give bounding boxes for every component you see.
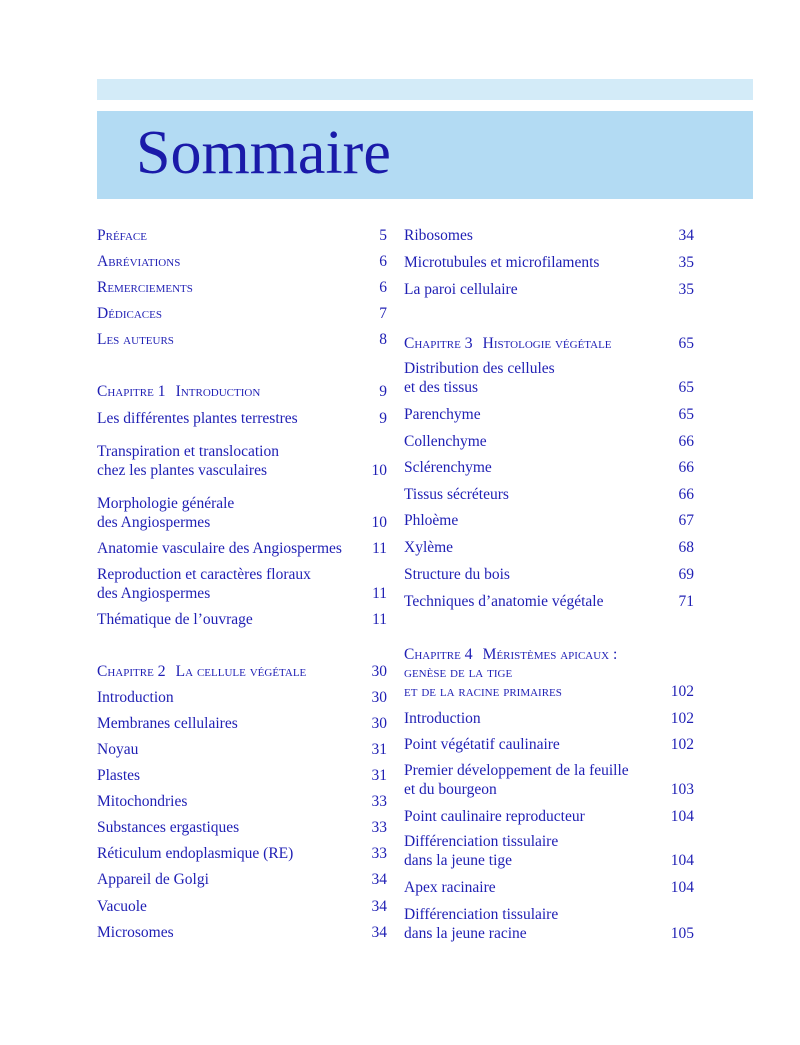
toc-entry[interactable] [97,689,387,708]
toc-entry[interactable] [404,833,694,870]
toc-entry[interactable] [97,410,387,429]
toc-page-number: 33 [371,844,387,862]
toc-page-number: 102 [670,682,694,700]
toc-entry-label: Reproduction et caractères floraux des Angiospermes [97,566,311,602]
toc-entry[interactable] [404,360,694,397]
toc-page-number: 35 [678,280,694,298]
toc-entry-label [97,383,387,402]
toc-entry-label: Structure du bois [404,565,510,583]
toc-entry-label: Les différentes plantes terrestres [97,409,298,427]
page-title: Sommaire [136,119,391,187]
toc-page-number: 6 [379,278,387,296]
chapter-title: Introduction [175,382,261,400]
toc-page-number: 66 [678,458,694,476]
toc-entry-label: Dédicaces [97,304,162,322]
toc-entry-label: Substances ergastiques [97,818,240,836]
toc-page-number: 104 [670,851,694,869]
toc-page-number: 11 [372,584,387,602]
toc-page-number: 11 [372,610,387,628]
toc-page-number: 10 [371,461,387,479]
toc-entry-label: Thématique de l’ouvrage [97,610,253,628]
toc-entry-label: Microsomes [97,923,174,941]
toc-entry-label: Parenchyme [404,405,481,423]
chapter-number: 1 [157,382,166,400]
toc-page-number: 102 [670,709,694,727]
toc-entry[interactable] [97,898,387,917]
toc-entry-label: Xylème [404,538,454,556]
toc-entry[interactable] [97,443,387,480]
toc-entry[interactable] [404,486,694,505]
chapter-title: Histologie végétale [482,334,612,352]
toc-entry[interactable] [97,845,387,864]
toc-page-number: 30 [371,688,387,706]
chapter-word: Chapitre [97,662,158,680]
toc-entry-label: Tissus sécréteurs [404,485,509,503]
toc-page-number: 66 [678,485,694,503]
toc-entry-label: Sclérenchyme [404,458,492,476]
toc-entry[interactable] [404,808,694,827]
toc-entry[interactable] [97,540,387,559]
toc-page-number: 34 [371,923,387,941]
toc-page-number: 66 [678,432,694,450]
toc-page-number: 68 [678,538,694,556]
chapter-word: Chapitre [97,382,158,400]
toc-page-number: 30 [371,714,387,732]
toc-entry-label: Phloème [404,511,459,529]
toc-entry-label: Plastes [97,766,141,784]
chapter-title: La cellule végétale [175,662,307,680]
toc-entry-label: Appareil de Golgi [97,870,209,888]
toc-page-number: 104 [670,807,694,825]
toc-entry-label: Distribution des cellules et des tissus [404,360,555,396]
toc-page-number: 33 [371,818,387,836]
toc-entry[interactable] [404,539,694,558]
toc-entry-label: Microtubules et microfilaments [404,253,600,271]
toc-entry-label: Transpiration et translocation chez les plantes vasculaires [97,443,279,479]
toc-entry-label: Ribosomes [404,226,473,244]
toc-page-number: 33 [371,792,387,810]
toc-entry-label: Techniques d’anatomie végétale [404,592,604,610]
toc-entry[interactable] [404,879,694,898]
toc-entry[interactable] [404,566,694,585]
toc-entry[interactable] [404,406,694,425]
toc-page-number: 65 [678,405,694,423]
toc-entry[interactable] [97,871,387,890]
toc-entry-label: Membranes cellulaires [97,714,238,732]
toc-page-number: 104 [670,878,694,896]
chapter-word: Chapitre [404,645,465,663]
chapter-title: Méristèmes apicaux : genèse de la tige et de la racine primaires [404,645,618,700]
toc-entry-label: Apex racinaire [404,878,496,896]
toc-entry-label [97,663,387,682]
toc-entry[interactable] [404,736,694,755]
toc-entry[interactable] [404,762,694,799]
toc-page-number: 11 [372,539,387,557]
toc-entry-label: Abréviations [97,252,181,270]
toc-chapter-heading[interactable] [404,335,694,354]
toc-page-number: 30 [371,662,387,680]
toc-entry[interactable] [97,741,387,760]
chapter-number: 3 [464,334,473,352]
toc-entry[interactable] [97,924,387,943]
toc-entry[interactable] [97,715,387,734]
toc-entry-label: Premier développement de la feuille et du bourgeon [404,762,629,798]
toc-entry[interactable] [404,710,694,729]
toc-page-number: 31 [371,766,387,784]
toc-page-number: 9 [379,382,387,400]
toc-entry[interactable] [97,305,387,324]
toc-page-number: 65 [678,378,694,396]
toc-page-number: 67 [678,511,694,529]
toc-entry-label: Collenchyme [404,432,487,450]
chapter-number: 4 [464,645,473,663]
toc-entry-label: Mitochondries [97,792,188,810]
toc-page-number: 5 [379,226,387,244]
toc-entry-label [404,335,694,354]
toc-entry-label: La paroi cellulaire [404,280,518,298]
toc-entry-label: Réticulum endoplasmique (RE) [97,844,294,862]
toc-page-number: 65 [678,334,694,352]
toc-entry-label: Morphologie générale des Angiospermes [97,495,235,531]
toc-page-number: 69 [678,565,694,583]
toc-entry-label: Remerciements [97,278,193,296]
toc-entry-label: Vacuole [97,897,147,915]
toc-entry[interactable] [404,433,694,452]
toc-entry[interactable] [404,281,694,300]
toc-page-number: 105 [670,924,694,942]
toc-chapter-heading[interactable] [97,663,387,682]
toc-entry-label: Introduction [404,709,481,727]
toc-entry[interactable] [97,227,387,246]
toc-entry-label: Noyau [97,740,139,758]
toc-entry[interactable] [404,254,694,273]
toc-chapter-heading[interactable] [97,383,387,402]
toc-entry[interactable] [97,819,387,838]
toc-page-number: 102 [670,735,694,753]
toc-page-number: 7 [379,304,387,322]
toc-entry-label: Préface [97,226,147,244]
toc-entry[interactable] [404,512,694,531]
toc-page-number: 10 [371,513,387,531]
chapter-number: 2 [157,662,166,680]
toc-page-number: 34 [371,897,387,915]
toc-page-number: 34 [678,226,694,244]
toc-entry[interactable] [404,459,694,478]
toc-entry-label: Introduction [97,688,174,706]
toc-entry-label: Les auteurs [97,330,174,348]
toc-page-number: 35 [678,253,694,271]
toc-entry-label: Différenciation tissulaire dans la jeune racine [404,906,559,942]
toc-entry[interactable] [97,566,387,603]
header-band-top [97,79,753,100]
toc-entry[interactable] [97,495,387,532]
toc-entry-label: Différenciation tissulaire dans la jeune tige [404,833,559,869]
toc-entry[interactable] [97,793,387,812]
toc-entry[interactable] [404,906,694,943]
toc-page-number: 6 [379,252,387,270]
toc-entry[interactable] [97,253,387,272]
toc-entry[interactable] [97,279,387,298]
chapter-word: Chapitre [404,334,465,352]
toc-page-number: 103 [670,780,694,798]
toc-entry[interactable] [97,611,387,630]
toc-page-number: 71 [678,592,694,610]
toc-entry[interactable] [97,331,387,350]
toc-entry-label: Anatomie vasculaire des Angiospermes [97,539,342,557]
toc-page-number: 9 [379,409,387,427]
toc-page-number: 8 [379,330,387,348]
toc-entry-label [404,646,694,702]
toc-chapter-heading[interactable] [404,646,694,702]
toc-entry[interactable] [404,593,694,612]
toc-entry[interactable] [404,227,694,246]
toc-page-number: 34 [371,870,387,888]
toc-entry-label: Point caulinaire reproducteur [404,807,585,825]
toc-entry[interactable] [97,767,387,786]
toc-page-number: 31 [371,740,387,758]
toc-entry-label: Point végétatif caulinaire [404,735,560,753]
